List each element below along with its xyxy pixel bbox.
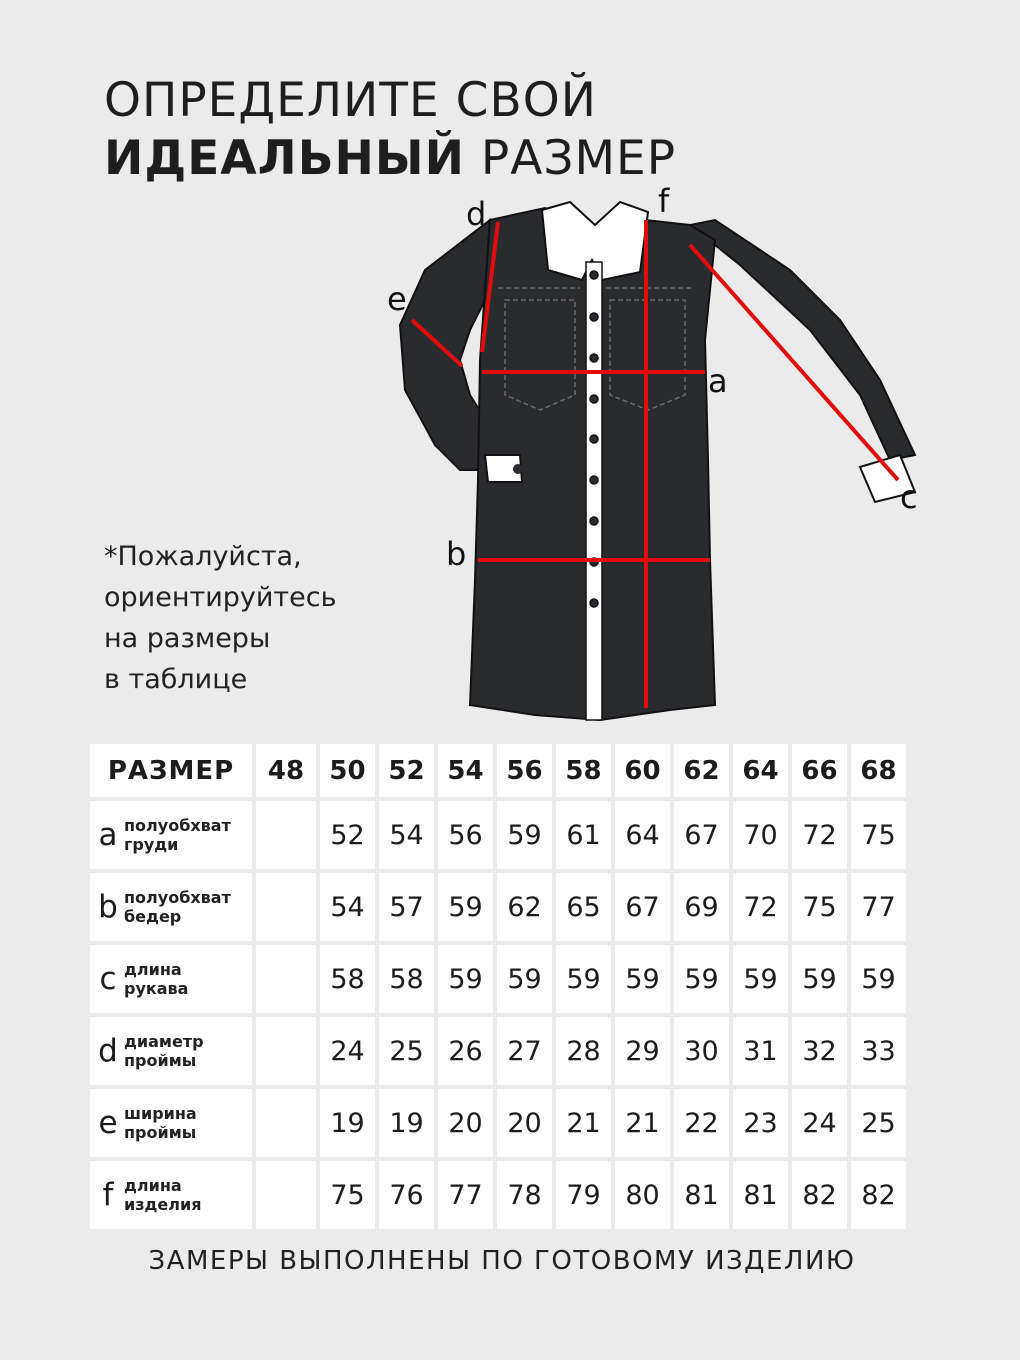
button-placket bbox=[586, 262, 602, 720]
table-cell: 26 bbox=[438, 1017, 493, 1085]
size-header-50: 50 bbox=[320, 744, 375, 797]
table-cell: 59 bbox=[438, 945, 493, 1013]
table-cell: 56 bbox=[438, 801, 493, 869]
table-row bbox=[90, 873, 906, 941]
table-cell: 80 bbox=[615, 1161, 670, 1229]
size-header-68: 68 bbox=[851, 744, 906, 797]
size-header-64: 64 bbox=[733, 744, 788, 797]
note-line-1: *Пожалуйста, bbox=[104, 541, 302, 572]
row-description-line-2: изделия bbox=[124, 1195, 202, 1214]
table-row bbox=[90, 801, 906, 869]
table-cell: 58 bbox=[379, 945, 434, 1013]
table-cell: 81 bbox=[733, 1161, 788, 1229]
row-label-c bbox=[90, 945, 252, 1013]
table-cell: 81 bbox=[674, 1161, 729, 1229]
row-label-wrap bbox=[90, 960, 252, 998]
table-cell: 52 bbox=[320, 801, 375, 869]
table-cell: 20 bbox=[438, 1089, 493, 1157]
size-header-row bbox=[90, 744, 906, 797]
row-description bbox=[124, 960, 188, 998]
row-letter: f bbox=[102, 1177, 114, 1213]
note-line-2: ориентируйтесь bbox=[104, 582, 337, 613]
table-cell: 59 bbox=[497, 945, 552, 1013]
table-cell: 59 bbox=[674, 945, 729, 1013]
row-label-wrap bbox=[90, 888, 252, 926]
size-header-54: 54 bbox=[438, 744, 493, 797]
size-table bbox=[86, 740, 910, 1233]
row-description bbox=[124, 1176, 201, 1214]
row-letter: b bbox=[98, 889, 118, 925]
table-cell: 24 bbox=[320, 1017, 375, 1085]
diagram-letter-c: c bbox=[900, 478, 918, 516]
row-description-line-2: груди bbox=[124, 835, 179, 854]
note-line-4: в таблице bbox=[104, 664, 248, 695]
table-cell: 59 bbox=[497, 801, 552, 869]
row-description-line-2: бедер bbox=[124, 907, 182, 926]
row-label-wrap bbox=[90, 1176, 252, 1214]
table-cell bbox=[256, 945, 316, 1013]
table-cell: 75 bbox=[792, 873, 847, 941]
table-cell: 65 bbox=[556, 873, 611, 941]
table-row bbox=[90, 1017, 906, 1085]
table-cell: 78 bbox=[497, 1161, 552, 1229]
row-description-line-1: длина bbox=[124, 960, 182, 979]
table-cell bbox=[256, 873, 316, 941]
title-rest: РАЗМЕР bbox=[464, 131, 677, 186]
table-cell: 82 bbox=[851, 1161, 906, 1229]
right-sleeve bbox=[690, 220, 915, 460]
table-cell: 21 bbox=[556, 1089, 611, 1157]
shirt-illustration bbox=[370, 180, 930, 725]
table-cell: 72 bbox=[733, 873, 788, 941]
row-description-line-1: полуобхват bbox=[124, 888, 231, 907]
table-cell: 75 bbox=[320, 1161, 375, 1229]
table-cell: 54 bbox=[320, 873, 375, 941]
table-cell: 23 bbox=[733, 1089, 788, 1157]
row-description bbox=[124, 1032, 204, 1070]
diagram-letter-b: b bbox=[446, 535, 467, 573]
table-cell: 54 bbox=[379, 801, 434, 869]
table-row bbox=[90, 1161, 906, 1229]
table-cell: 64 bbox=[615, 801, 670, 869]
row-letter: c bbox=[99, 961, 117, 997]
diagram-letter-f: f bbox=[658, 182, 670, 220]
row-label-d bbox=[90, 1017, 252, 1085]
size-header-52: 52 bbox=[379, 744, 434, 797]
table-cell: 77 bbox=[438, 1161, 493, 1229]
table-cell: 19 bbox=[320, 1089, 375, 1157]
size-note bbox=[104, 536, 404, 700]
table-cell: 59 bbox=[733, 945, 788, 1013]
row-description-line-1: ширина bbox=[124, 1104, 197, 1123]
size-header-58: 58 bbox=[556, 744, 611, 797]
table-cell: 21 bbox=[615, 1089, 670, 1157]
table-cell: 33 bbox=[851, 1017, 906, 1085]
table-cell: 22 bbox=[674, 1089, 729, 1157]
table-cell bbox=[256, 801, 316, 869]
title-bold-word: ИДЕАЛЬНЫЙ bbox=[104, 131, 465, 186]
table-cell: 59 bbox=[851, 945, 906, 1013]
size-header-56: 56 bbox=[497, 744, 552, 797]
row-label-f bbox=[90, 1161, 252, 1229]
table-cell: 32 bbox=[792, 1017, 847, 1085]
title-line-1: ОПРЕДЕЛИТЕ СВОЙ bbox=[104, 73, 597, 128]
table-row bbox=[90, 945, 906, 1013]
row-description bbox=[124, 1104, 197, 1142]
table-cell: 30 bbox=[674, 1017, 729, 1085]
table-cell: 67 bbox=[674, 801, 729, 869]
size-header-48: 48 bbox=[256, 744, 316, 797]
table-cell bbox=[256, 1161, 316, 1229]
size-header-60: 60 bbox=[615, 744, 670, 797]
size-header-62: 62 bbox=[674, 744, 729, 797]
table-cell: 24 bbox=[792, 1089, 847, 1157]
table-cell: 82 bbox=[792, 1161, 847, 1229]
row-label-a bbox=[90, 801, 252, 869]
table-cell: 59 bbox=[615, 945, 670, 1013]
page-title bbox=[104, 72, 676, 188]
row-description-line-1: диаметр bbox=[124, 1032, 204, 1051]
table-cell: 20 bbox=[497, 1089, 552, 1157]
table-cell: 61 bbox=[556, 801, 611, 869]
table-cell: 69 bbox=[674, 873, 729, 941]
table-cell: 75 bbox=[851, 801, 906, 869]
table-cell: 59 bbox=[438, 873, 493, 941]
footer-note: ЗАМЕРЫ ВЫПОЛНЕНЫ ПО ГОТОВОМУ ИЗДЕЛИЮ bbox=[148, 1246, 856, 1276]
table-cell: 58 bbox=[320, 945, 375, 1013]
size-header-66: 66 bbox=[792, 744, 847, 797]
table-cell: 31 bbox=[733, 1017, 788, 1085]
table-cell bbox=[256, 1017, 316, 1085]
diagram-letter-d: d bbox=[466, 195, 487, 233]
row-label-e bbox=[90, 1089, 252, 1157]
row-description-line-2: рукава bbox=[124, 979, 189, 998]
table-cell: 79 bbox=[556, 1161, 611, 1229]
table-cell: 25 bbox=[851, 1089, 906, 1157]
row-label-b bbox=[90, 873, 252, 941]
row-letter: e bbox=[98, 1105, 118, 1141]
diagram-letter-e: e bbox=[387, 280, 407, 318]
row-description bbox=[124, 888, 231, 926]
table-cell: 72 bbox=[792, 801, 847, 869]
diagram-letter-a: a bbox=[708, 362, 728, 400]
row-label-wrap bbox=[90, 816, 252, 854]
table-cell bbox=[256, 1089, 316, 1157]
row-label-wrap bbox=[90, 1104, 252, 1142]
row-description-line-2: проймы bbox=[124, 1051, 197, 1070]
table-cell: 62 bbox=[497, 873, 552, 941]
table-cell: 57 bbox=[379, 873, 434, 941]
table-row bbox=[90, 1089, 906, 1157]
table-cell: 59 bbox=[792, 945, 847, 1013]
row-description-line-1: полуобхват bbox=[124, 816, 231, 835]
table-cell: 76 bbox=[379, 1161, 434, 1229]
row-description-line-2: проймы bbox=[124, 1123, 197, 1142]
table-cell: 28 bbox=[556, 1017, 611, 1085]
row-letter: a bbox=[98, 817, 118, 853]
table-cell: 19 bbox=[379, 1089, 434, 1157]
row-description-line-1: длина bbox=[124, 1176, 182, 1195]
note-line-3: на размеры bbox=[104, 623, 271, 654]
table-cell: 27 bbox=[497, 1017, 552, 1085]
row-letter: d bbox=[98, 1033, 118, 1069]
table-cell: 70 bbox=[733, 801, 788, 869]
table-cell: 29 bbox=[615, 1017, 670, 1085]
size-header-label: РАЗМЕР bbox=[90, 744, 252, 797]
row-label-wrap bbox=[90, 1032, 252, 1070]
row-description bbox=[124, 816, 231, 854]
table-cell: 59 bbox=[556, 945, 611, 1013]
table-cell: 77 bbox=[851, 873, 906, 941]
table-cell: 25 bbox=[379, 1017, 434, 1085]
table-cell: 67 bbox=[615, 873, 670, 941]
